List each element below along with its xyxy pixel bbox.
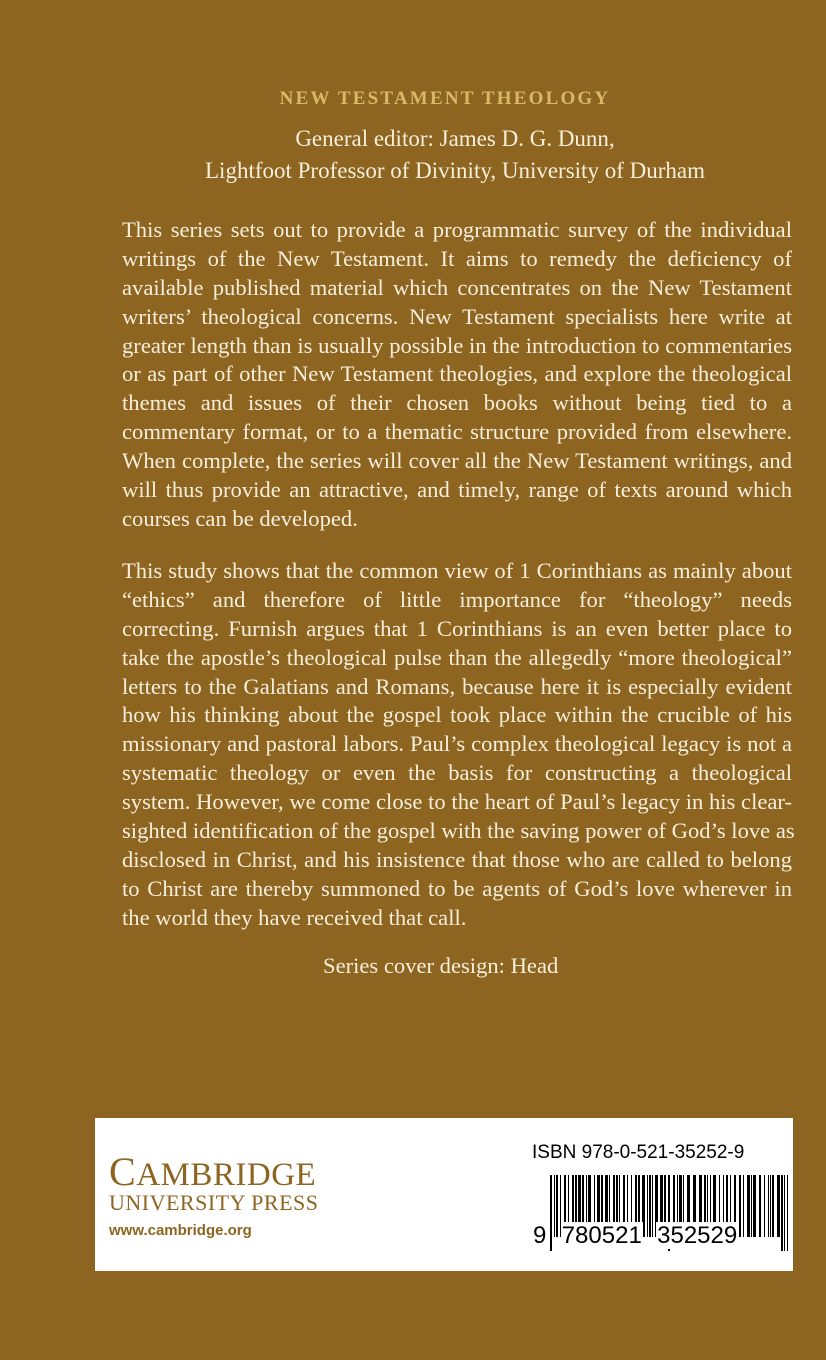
text-line: available published material which concentrates on the New Testament <box>122 274 792 300</box>
isbn-label: ISBN 978-0-521-35252-9 <box>532 1142 745 1163</box>
barcode-bar <box>784 1175 785 1251</box>
text-line: disclosed in Christ, and his insistence that those who are called to belong <box>122 846 792 872</box>
barcode-bar <box>747 1175 750 1237</box>
publisher-logo-subtitle: UNIVERSITY PRESS <box>109 1190 319 1215</box>
barcode-bar <box>772 1175 774 1237</box>
text-line: or as part of other New Testament theologies, and explore the theological <box>122 361 792 387</box>
text-line: the world they have received that call. <box>122 904 467 930</box>
text-line: writings of the New Testament. It aims to remedy the deficiency of <box>122 245 792 271</box>
text-line: themes and issues of their chosen books without being tied to a <box>122 390 792 416</box>
text-line: sighted identification of the gospel with the saving power of God’s love as <box>122 818 795 844</box>
series-description <box>122 216 792 534</box>
text-line: This study shows that the common view of 1 Corinthians as mainly about <box>122 558 792 583</box>
publisher-website[interactable]: www.cambridge.org <box>109 1222 252 1239</box>
publisher-logo: CAMBRIDGE <box>109 1149 317 1194</box>
barcode-bar <box>781 1175 783 1251</box>
text-line: how his thinking about the gospel took place within the crucible of his <box>122 702 792 728</box>
editor-affiliation: Lightfoot Professor of Divinity, University of Durham <box>205 158 705 183</box>
barcode-bar <box>764 1175 765 1237</box>
barcode-bar <box>739 1175 741 1237</box>
text-line: to Christ are thereby summoned to be agents of God’s love wherever in <box>122 875 792 901</box>
text-line: missionary and pastoral labors. Paul’s complex theological legacy is not a <box>122 731 792 757</box>
text-line: correcting. Furnish argues that 1 Corinthians is an even better place to <box>122 615 792 641</box>
barcode-digits: 9 780521 352529 <box>533 1222 738 1249</box>
text-line: “ethics” and therefore of little importance for “theology” needs <box>122 586 792 612</box>
barcode-bar <box>759 1175 761 1237</box>
text-line: writers’ theological concerns. New Testament specialists here write at <box>122 303 792 329</box>
text-line: courses can be developed. <box>122 505 358 531</box>
text-line: This series sets out to provide a programmatic survey of the individual <box>122 217 792 242</box>
text-line: systematic theology or even the basis for constructing a theological <box>122 760 792 786</box>
publisher-panel <box>95 1118 793 1271</box>
text-line: system. However, we come close to the heart of Paul’s legacy in his clear- <box>122 789 792 815</box>
general-editor: General editor: James D. G. Dunn, <box>295 126 615 151</box>
text-line: greater length than is usually possible in the introduction to commentaries <box>122 332 792 358</box>
text-line: will thus provide an attractive, and timely, range of texts around which <box>122 477 792 503</box>
text-line: take the apostle’s theological pulse than the allegedly “more theological” <box>122 644 792 670</box>
cover-credit: Series cover design: Head <box>323 953 559 978</box>
text-line: When complete, the series will cover all the New Testament writings, and <box>122 448 792 474</box>
barcode-bar <box>777 1175 780 1237</box>
text-line: letters to the Galatians and Romans, because here it is especially evident <box>122 673 792 699</box>
text-line: commentary format, or to a thematic structure provided from elsewhere. <box>122 419 792 445</box>
barcode-bar <box>743 1175 744 1237</box>
barcode-bar <box>753 1175 756 1237</box>
barcode-bar <box>770 1175 771 1237</box>
barcode-bar <box>768 1175 769 1237</box>
barcode-bar <box>787 1175 788 1251</box>
book-description <box>122 557 795 933</box>
barcode-bar <box>751 1175 752 1237</box>
series-title: NEW TESTAMENT THEOLOGY <box>279 88 611 109</box>
